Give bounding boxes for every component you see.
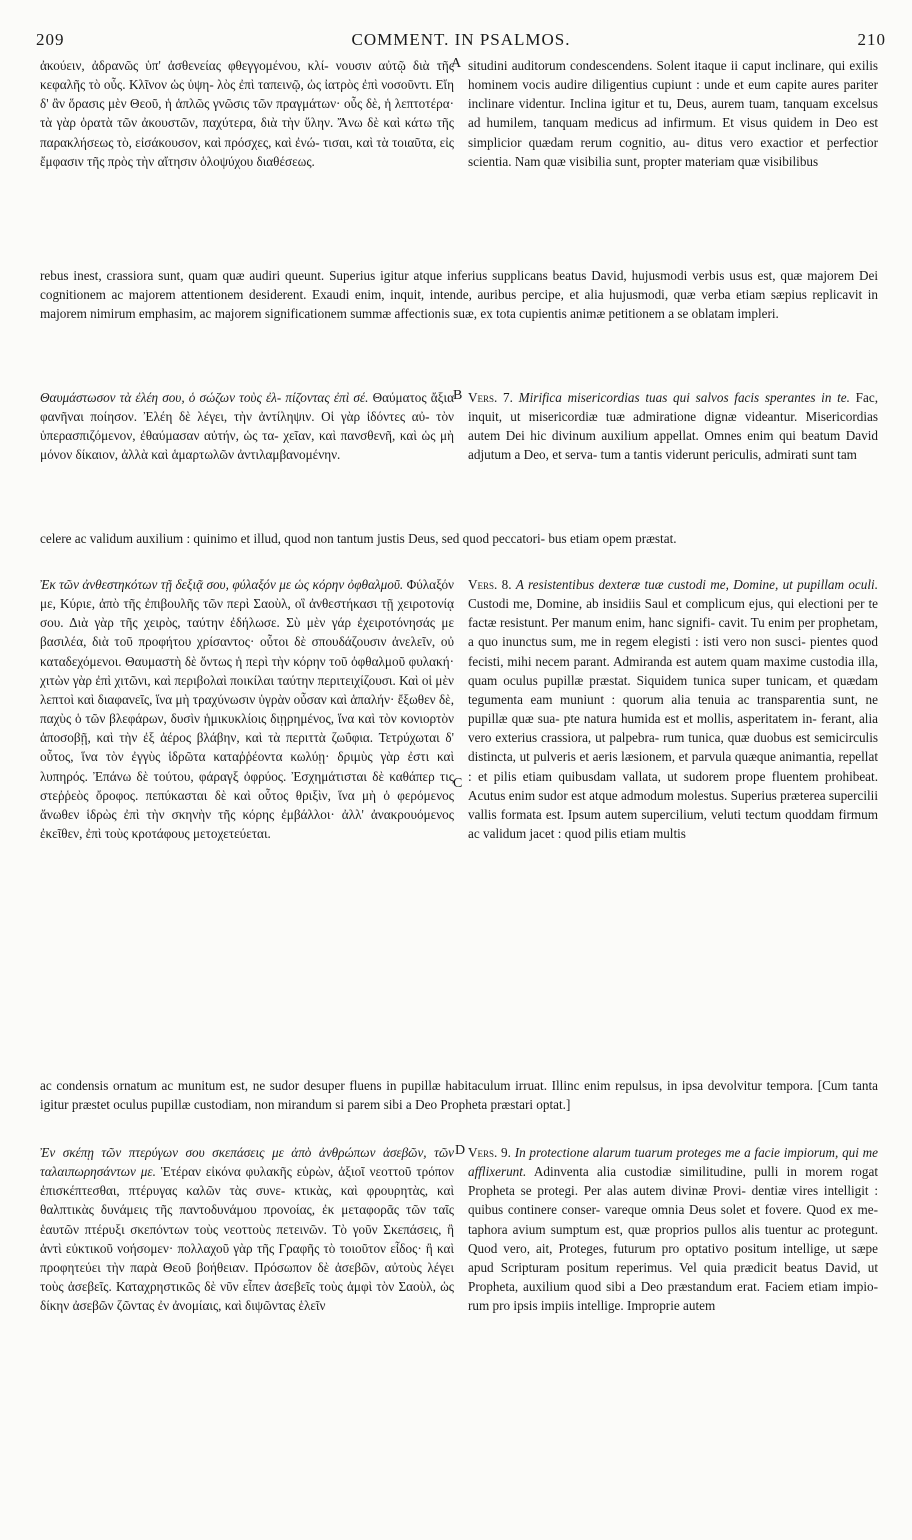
- greek-lemma: Θαυμάστωσον τὰ ἐλέη σου, ὁ σώζων τοὺς ἐλ- πίζοντας ἐπὶ σέ.: [40, 390, 369, 405]
- latin-paragraph: [468, 388, 878, 465]
- margin-letter-b: B: [453, 388, 463, 403]
- margin-letter-a: A: [451, 56, 462, 71]
- greek-text: Φύλαξόν με, Κύριε, ἀπὸ τῆς ἐπιβουλῆς τῶν περὶ Σαοὺλ, οἳ ἀνθεστήκασι τῇ χειροτονίᾳ σου. Διὰ γὰρ τῆς χειρὸς, ταύτην ἐδήλωσε. Σὺ μὲν γάρ ἐχειροτόνησάς με βασιλέα, διὰ τοῦ προφήτου χρίσαντος· οὗτοι δὲ σπουδάζουσιν ἀνελεῖν, οὐ καταδεχόμενοι. Θαυμαστὴ δὲ ὄντως ἡ περὶ τὴν κόρην τοῦ ὀφθαλμοῦ φυλακή· χιτὼν γὰρ ἐπὶ χιτῶνι, καὶ περιβολαὶ ποικίλαι ταύτην περιτειχίζουσι. Καὶ οἱ μὲν λεπτοὶ καὶ διαφανεῖς, ἵνα μὴ τραχύνωσιν ὑγρὰν οὖσαν καὶ ἁπαλήν· ἔξωθεν δὲ, παχὺς ὁ τῶν βλεφάρων, δυσὶν ἡμικυκλίοις διῃρημένος, ἵνα καὶ τὸν κονιορτὸν ἀποσοβῇ, καὶ τὴν ἐξ ἀέρος βλάβην, καὶ τὰ περιττὰ ζωΰφια. Τετρύχωται δ' οὗτος, ἵνα τὸν ἐγγὺς ἱδρῶτα καταῤῥέοντα κωλύῃ· δριμὺς γὰρ ἐστι καὶ λυπηρός. Ἐπάνω δὲ τούτου, φάραγξ ὀφρύος. Ἐσχημάτισται δὲ καθάπερ τις στεῤῥεὸς ὄροφος. πεπύκασται δὲ καὶ οὗτος θριξὶν, ἵνα μὴ ὁ φερόμενος ἄνωθεν ἱδρὼς ἐπὶ τὴν σκηνὴν τῆς κόρης ἐμβάλλοι· ἀλλ' ἀνακρουόμενος ἐκεῖθεν, ἐπὶ τοὺς κροτάφους μετοχετεύεται.: [40, 577, 455, 842]
- greek-paragraph: [40, 575, 454, 843]
- latin-column-block-1: [468, 56, 878, 171]
- greek-text: Ἑτέραν εἰκόνα φυλακῆς εὑρὼν, ἀξιοῖ νεοττοῦ τρόπον ἐπισκέπτεσθαι, πτέρυγας καλῶν τὰς συνε- κτικὰς, καὶ φρουρητὰς, καὶ θαλπτικὰς δυνάμεις τῆς παντοδυνάμου προνοίας, ἐκ μεταφορᾶς τῶν ταῖς ἑαυτῶν πτέρυξι σκεπόντων τοὺς νεοττοὺς πετεινῶν. Τὸ γοῦν Σκεπάσεις, ἢ ἀντὶ εὐκτικοῦ νοήσομεν· πολλαχοῦ γὰρ τῆς Γραφῆς τὸ τοιοῦτον εἶδος· ἢ καὶ προφητεύει τὴν παρὰ Θεοῦ βοήθειαν. Πρόσωπον δὲ ἀσεβῶν, αὐτοὺς λέγει τοὺς ἀσεβεῖς. Καταχρηστικῶς δὲ νῦν εἶπεν ἀσεβεῖς τοὺς ἀμφὶ τὸν Σαοὺλ, ὡς δίκην ἀσεβῶν ζῶντας ἐν ἀνομίαις, καὶ διψῶντας ἑλεῖν: [40, 1164, 455, 1314]
- verse-number: Vers. 8.: [468, 577, 512, 592]
- margin-letter-c: C: [453, 776, 463, 791]
- latin-text: Custodi me, Domine, ab insidiis Saul et complicum ejus, qui electioni per te factæ resistunt. Per manum enim, hanc signifi- cavit. Tu enim per prophetam, a quo inunctus sum, me in regem elegisti : isti vero non susci- pientes quod fecisti, mihi necem parant. Admiranda est autem quam maxime custodia illa, quam oculus pupillæ præstat. Siquidem tunica super tunicam, et quædam tegumenta eam muniunt : quorum alia tenuia ac transparentia sunt, ne pupillæ quæ sua- pte natura humida est et mollis, asperitatem in- ferant, alia vero exterius crassiora, ut palpebra- rum tunica, quæ duobus est semicirculis distincta, ut pulveris et aeris læsionem, et parvula quæque animantia, repellat : et pilis etiam quibusdam vallata, ut sudorem prope fluentem prohibeat. Acutus enim sudor est atque admodum molestus. Superius præterea supercilii vallis formata est. Ipsum autem supercilium, veluti tectum quoddam firmum ac validum jacet : quod pilis etiam multis: [468, 596, 878, 842]
- latin-lemma: Mirifica misericordias tuas qui salvos facis sperantes in te.: [518, 390, 850, 405]
- verse-number: Vers. 9.: [468, 1145, 511, 1160]
- greek-lemma: Ἐκ τῶν ἀνθεστηκότων τῇ δεξιᾷ σου, φύλαξόν με ὡς κόρην ὀφθαλμοῦ.: [40, 577, 404, 592]
- latin-text: situdini auditorum condescendens. Solent itaque ii caput inclinare, qui exilis hominem vocis audire diligentius cupiunt : unde et eum capite aures pariter inclinare videntur. Inclina igitur et tu, Deus, aurem tuam, tanquam excelsus ad humilem, tanquam medicus ad infirmum. Et visus quidem in Deo est simplicior quædam rerum cognitio, au- ditus vero exactior et perfectior scientia. Nam quæ visibilia sunt, propter materiam quæ visibilibus: [468, 58, 878, 169]
- latin-fullwidth-block-2: [40, 529, 878, 548]
- greek-lemma: Ἐν σκέπῃ τῶν πτερύγων σου σκεπάσεις με ἀπὸ ἀνθρώπων ἀσεβῶν, τῶν ταλαιπωρησάντων με.: [40, 1145, 454, 1180]
- greek-paragraph: [40, 1143, 454, 1315]
- latin-text: celere ac validum auxilium : quinimo et illud, quod non tantum justis Deus, sed quod peccatori- bus etiam opem præstat.: [40, 531, 677, 546]
- greek-text: Θαύματος ἄξια φανῆναι ποίησον. Ἐλέη δὲ λέγει, τὴν ἀντίληψιν. Οἱ γὰρ ἰδόντες αὐ- τὸν ὑπερασπιζόμενον, ἐθαύμασαν αὐτήν, ὡς τα- χεῖαν, καὶ πανσθενῆ, καὶ ὡς μὴ μόνον δίκαιον, ἀλλὰ καὶ ἁμαρτωλῶν ἀντιλαμβανομένην.: [40, 390, 454, 463]
- latin-paragraph: [468, 1143, 878, 1315]
- latin-fullwidth-block-1: [40, 266, 878, 323]
- greek-text: ἀκούειν, ἀδρανῶς ὑπ' ἀσθενείας φθεγγομένου, κλί- νουσιν αὐτῷ διὰ τῆς κεφαλῆς τὸ οὖς. Κλῖνον ὡς ὑψη- λὸς ἐπὶ ταπεινῷ, ὡς ἰατρὸς ἐπὶ νοσοῦντι. Εἴη δ' ἂν ὅρασις μὲν Θεοῦ, ἡ ἁπλῶς γνῶσις τῶν πραγμάτων· οὖς δὲ, ἡ λεπτοτέρα· τὰ γὰρ ὁρατὰ τῶν ἀκουστῶν, παχύτερα, διὰ τὴν ὕλην. Ἄνω δὲ καὶ κάτω τῆς παρακλήσεως τὸ, εἰσάκουσον, καὶ πρόσχες, καὶ ἐνώ- τισαι, καὶ τὰ τοιαῦτα, εἰς ἔμφασιν τῆς πρὸς τὴν αἴτησιν ὁλοψύχου διαθέσεως.: [40, 58, 454, 169]
- greek-paragraph: [40, 388, 454, 465]
- greek-column-block-1: [40, 56, 454, 171]
- latin-text: rebus inest, crassiora sunt, quam quæ audiri queunt. Superius igitur atque inferius supplicans beatus David, hujusmodi verbis usus est, quæ majorem Dei cognitionem ac majorem attentionem desiderent. Exaudi enim, inquit, intende, auribus percipe, et alia hujusmodi, quæ verba etiam sæpius replicavit in majorem nimirum emphasim, ac majorem significationem summæ affectionis suæ, ex tota cupientis animæ petitionem a se oblatam impleri.: [40, 268, 878, 322]
- latin-column-block-2: [468, 388, 878, 465]
- latin-lemma: In protectione alarum tuarum proteges me a facie impiorum, qui me afflixerunt.: [468, 1145, 879, 1180]
- greek-column-block-4: [40, 1143, 454, 1315]
- running-title: COMMENT. IN PSALMOS.: [351, 30, 571, 49]
- verse-number: Vers. 7.: [468, 390, 513, 405]
- latin-text: Fac, inquit, ut misericordiæ tuæ admiratione dignæ videantur. Misericordias autem Dei hic divinum auxilium appellat. Omnes enim qui beatum David adjutum a Deo, et serva- tum a tantis viderunt periculis, admirati sunt tam: [468, 390, 879, 463]
- latin-lemma: A resistentibus dexteræ tuæ custodi me, Domine, ut pupillam oculi.: [515, 577, 879, 592]
- latin-text: ac condensis ornatum ac munitum est, ne sudor desuper fluens in pupillæ habitaculum irruat. Illinc enim repulsus, in ipsa devolvitur tempora. [Cum tanta igitur præstet oculus pupillæ custodiam, non mirandum si parem sibi a Deo Propheta præstari optat.]: [40, 1078, 878, 1113]
- latin-fullwidth-block-3: [40, 1076, 878, 1114]
- margin-letter-d: D: [455, 1143, 466, 1158]
- latin-text: Adinventa alia custodiæ similitudine, pulli in morem rogat Propheta se protegi. Per alas autem divinæ Provi- dentiæ vires intelligit : quibus continere conser- vareque omnia Deus solet et fovere. Quod ex me- taphora avium sumptum est, quæ proprios pullos alis tuentur ac protegunt. Quod vero, ait, Proteges, futurum pro optativo positum intellige, ut sæpe apud Scripturam positum reperimus. Vel quia prædicit beatus David, ut Propheta, auxilium quod sibi a Deo præstandum erat. Faciem etiam impio- rum pro ipsis impiis intellige. Improprie autem: [468, 1164, 878, 1314]
- latin-paragraph: [468, 575, 878, 843]
- greek-column-block-2: [40, 388, 454, 465]
- latin-column-block-3: [468, 575, 878, 843]
- running-header: [36, 30, 886, 52]
- page-number-left: 209: [36, 30, 65, 49]
- greek-column-block-3: [40, 575, 454, 843]
- latin-column-block-4: [468, 1143, 878, 1315]
- page-number-right: 210: [857, 30, 886, 49]
